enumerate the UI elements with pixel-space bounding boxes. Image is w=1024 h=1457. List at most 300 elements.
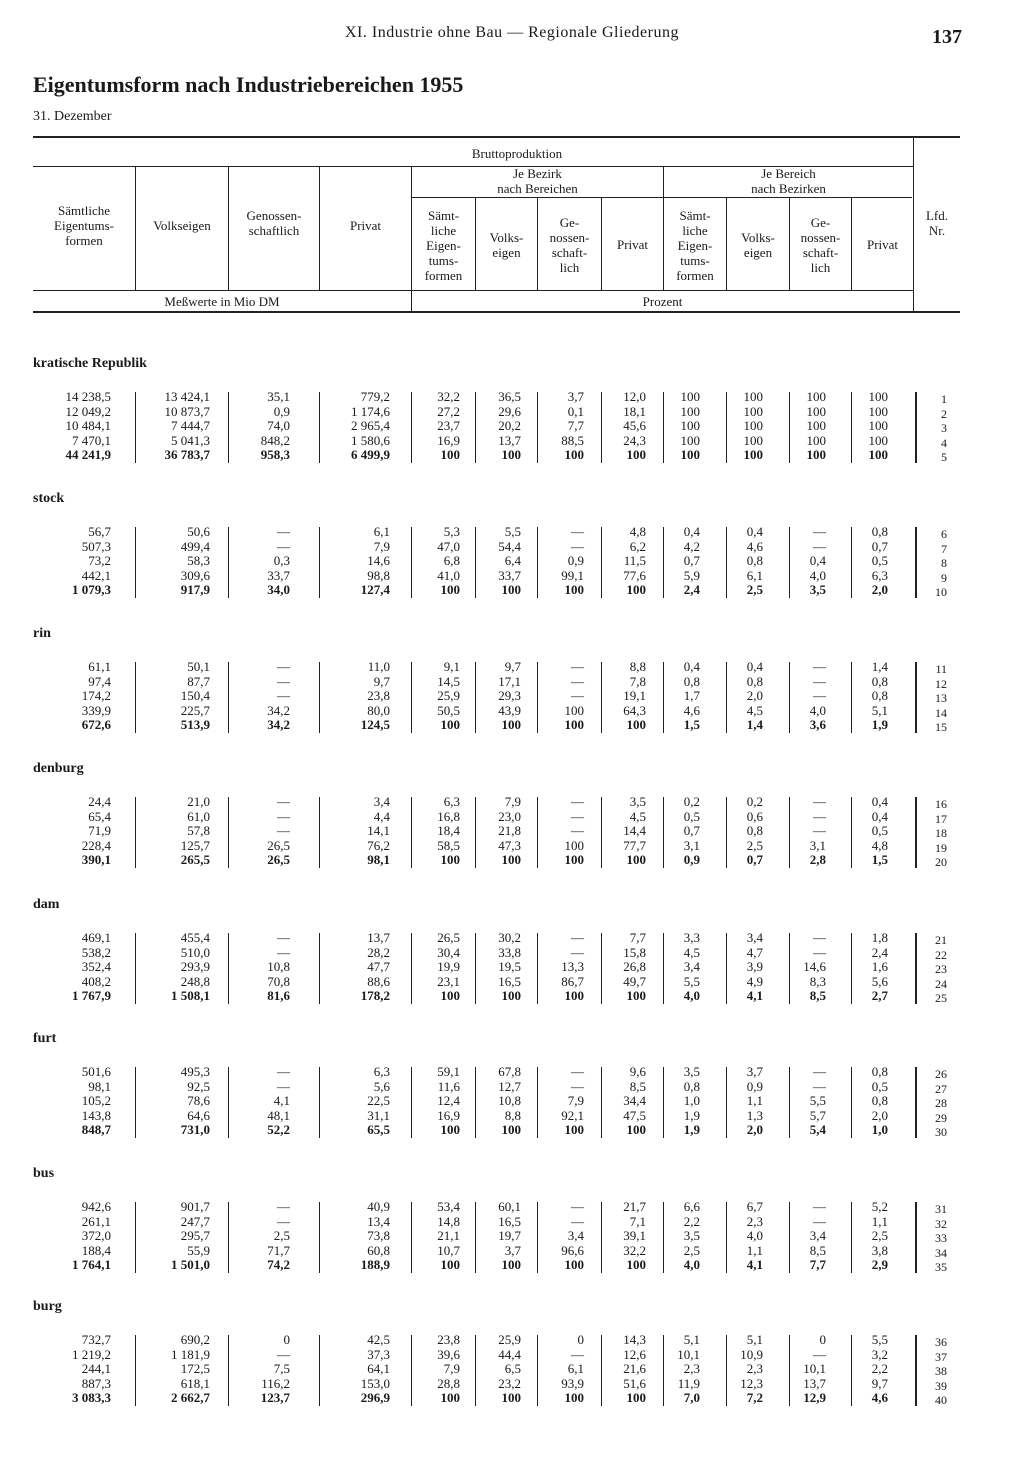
cell-privat: 80,0 bbox=[367, 702, 390, 718]
header-genossenschaftlich: Genossen- schaftlich bbox=[246, 208, 302, 238]
cell-lfd-nr: 37 bbox=[935, 1349, 947, 1364]
cell-genossenschaftlich: 74,0 bbox=[267, 418, 290, 434]
cell-b-saemtliche: 6,6 bbox=[683, 1199, 700, 1214]
cell-b-privat: 0,5 bbox=[871, 1078, 888, 1094]
cell-p-privat: 100 bbox=[626, 1257, 646, 1273]
cell-b-saemtliche: 0,8 bbox=[683, 1078, 700, 1094]
header-b-volkseigen: Volks- eigen bbox=[741, 230, 775, 260]
cell-p-privat: 7,1 bbox=[629, 1213, 646, 1229]
cell-p-privat: 100 bbox=[626, 988, 646, 1004]
cell-volkseigen: 92,5 bbox=[187, 1078, 210, 1094]
cell-p-privat: 100 bbox=[626, 717, 646, 733]
cell-saemtliche: 61,1 bbox=[88, 659, 111, 674]
cell-genossenschaftlich: — bbox=[277, 823, 290, 839]
header-p-privat: Privat bbox=[616, 237, 649, 252]
cell-b-genossenschaftlich: 13,7 bbox=[803, 1375, 826, 1391]
section-title: rin bbox=[33, 626, 51, 641]
cell-b-volkseigen: 7,2 bbox=[746, 1390, 763, 1406]
cell-volkseigen: 78,6 bbox=[187, 1093, 210, 1109]
running-head: XI. Industrie ohne Bau — Regionale Gliederung bbox=[345, 24, 679, 41]
cell-genossenschaftlich: 2,5 bbox=[273, 1228, 290, 1244]
cell-saemtliche: 339,9 bbox=[81, 702, 111, 718]
cell-saemtliche: 65,4 bbox=[88, 808, 111, 824]
header-unit-mio-dm: Meßwerte in Mio DM bbox=[164, 294, 280, 309]
cell-p-saemtliche: 53,4 bbox=[437, 1199, 460, 1214]
section-title: furt bbox=[33, 1031, 57, 1046]
cell-privat: 6,1 bbox=[373, 524, 390, 539]
cell-saemtliche: 942,6 bbox=[81, 1199, 111, 1214]
cell-b-privat: 100 bbox=[868, 447, 888, 463]
cell-b-genossenschaftlich: 7,7 bbox=[809, 1257, 826, 1273]
cell-volkseigen: 1 501,0 bbox=[171, 1257, 210, 1273]
cell-p-saemtliche: 25,9 bbox=[437, 688, 460, 704]
cell-p-genossenschaftlich: — bbox=[571, 794, 584, 809]
cell-b-privat: 2,5 bbox=[871, 1228, 888, 1244]
cell-lfd-nr: 38 bbox=[935, 1364, 947, 1379]
cell-lfd-nr: 16 bbox=[935, 797, 947, 811]
cell-p-volkseigen: 5,5 bbox=[504, 524, 521, 539]
cell-b-saemtliche: 100 bbox=[680, 389, 700, 404]
cell-lfd-nr: 26 bbox=[935, 1067, 947, 1081]
cell-p-privat: 15,8 bbox=[623, 944, 646, 960]
cell-p-privat: 77,7 bbox=[623, 837, 646, 853]
cell-volkseigen: 87,7 bbox=[187, 673, 210, 689]
cell-b-volkseigen: 1,4 bbox=[746, 717, 763, 733]
cell-saemtliche: 188,4 bbox=[81, 1242, 111, 1258]
cell-p-saemtliche: 100 bbox=[440, 582, 460, 598]
cell-volkseigen: 247,7 bbox=[180, 1213, 210, 1229]
cell-p-privat: 7,8 bbox=[629, 673, 646, 689]
cell-lfd-nr: 27 bbox=[935, 1081, 947, 1096]
cell-b-genossenschaftlich: 5,7 bbox=[809, 1107, 826, 1123]
cell-saemtliche: 105,2 bbox=[81, 1093, 111, 1109]
cell-lfd-nr: 15 bbox=[935, 720, 947, 735]
cell-lfd-nr: 5 bbox=[941, 450, 947, 465]
cell-p-privat: 100 bbox=[626, 582, 646, 598]
cell-lfd-nr: 20 bbox=[935, 855, 947, 870]
cell-b-volkseigen: 1,1 bbox=[746, 1242, 763, 1258]
cell-privat: 23,8 bbox=[367, 688, 390, 704]
cell-genossenschaftlich: 34,2 bbox=[267, 702, 290, 718]
cell-p-privat: 14,3 bbox=[623, 1332, 646, 1347]
cell-b-volkseigen: 12,3 bbox=[740, 1375, 763, 1391]
cell-p-genossenschaftlich: — bbox=[571, 823, 584, 839]
cell-genossenschaftlich: 74,2 bbox=[267, 1257, 290, 1273]
cell-volkseigen: 495,3 bbox=[180, 1064, 210, 1079]
cell-p-privat: 18,1 bbox=[623, 403, 646, 419]
cell-b-privat: 5,6 bbox=[871, 973, 888, 989]
cell-lfd-nr: 29 bbox=[935, 1110, 947, 1125]
cell-b-volkseigen: 0,7 bbox=[746, 852, 763, 868]
cell-b-genossenschaftlich: 5,5 bbox=[809, 1093, 826, 1109]
cell-b-volkseigen: 4,6 bbox=[746, 538, 763, 554]
cell-saemtliche: 24,4 bbox=[88, 794, 111, 809]
cell-b-genossenschaftlich: 2,8 bbox=[809, 852, 826, 868]
cell-p-genossenschaftlich: — bbox=[571, 659, 584, 674]
header-je-bereich: Je Bereich nach Bezirken bbox=[751, 166, 826, 196]
cell-b-volkseigen: 1,1 bbox=[746, 1093, 763, 1109]
cell-p-genossenschaftlich: 3,7 bbox=[567, 389, 584, 404]
cell-b-volkseigen: 4,1 bbox=[746, 1257, 763, 1273]
cell-lfd-nr: 25 bbox=[935, 991, 947, 1006]
cell-genossenschaftlich: 81,6 bbox=[267, 988, 290, 1004]
cell-b-privat: 1,5 bbox=[871, 852, 888, 868]
cell-p-saemtliche: 16,8 bbox=[437, 808, 460, 824]
cell-b-saemtliche: 2,5 bbox=[683, 1242, 700, 1258]
cell-volkseigen: 150,4 bbox=[180, 688, 210, 704]
cell-b-volkseigen: 4,0 bbox=[746, 1228, 763, 1244]
cell-volkseigen: 309,6 bbox=[180, 567, 210, 583]
cell-p-volkseigen: 7,9 bbox=[504, 794, 521, 809]
cell-lfd-nr: 21 bbox=[935, 933, 947, 947]
cell-b-genossenschaftlich: — bbox=[813, 1199, 826, 1214]
cell-saemtliche: 10 484,1 bbox=[65, 418, 111, 434]
cell-volkseigen: 618,1 bbox=[180, 1375, 210, 1391]
cell-b-volkseigen: 2,0 bbox=[746, 688, 763, 704]
cell-privat: 42,5 bbox=[367, 1332, 390, 1347]
cell-privat: 22,5 bbox=[367, 1093, 390, 1109]
cell-p-volkseigen: 23,2 bbox=[498, 1375, 521, 1391]
cell-b-privat: 0,4 bbox=[871, 794, 888, 809]
cell-p-privat: 21,6 bbox=[623, 1361, 646, 1377]
cell-genossenschaftlich: — bbox=[277, 808, 290, 824]
cell-b-genossenschaftlich: 8,5 bbox=[809, 988, 826, 1004]
cell-b-saemtliche: 0,5 bbox=[683, 808, 700, 824]
cell-p-volkseigen: 10,8 bbox=[498, 1093, 521, 1109]
cell-volkseigen: 7 444,7 bbox=[171, 418, 210, 434]
header-top-rule bbox=[33, 136, 960, 138]
cell-b-volkseigen: 100 bbox=[743, 389, 763, 404]
cell-p-genossenschaftlich: 100 bbox=[564, 852, 584, 868]
cell-p-genossenschaftlich: — bbox=[571, 538, 584, 554]
cell-p-saemtliche: 100 bbox=[440, 1390, 460, 1406]
cell-lfd-nr: 35 bbox=[935, 1260, 947, 1275]
cell-p-saemtliche: 16,9 bbox=[437, 1107, 460, 1123]
header-rule-3 bbox=[33, 290, 913, 291]
cell-genossenschaftlich: — bbox=[277, 688, 290, 704]
cell-p-genossenschaftlich: 100 bbox=[564, 717, 584, 733]
cell-genossenschaftlich: 116,2 bbox=[261, 1375, 290, 1391]
cell-p-volkseigen: 16,5 bbox=[498, 973, 521, 989]
cell-b-genossenschaftlich: — bbox=[813, 1078, 826, 1094]
cell-p-saemtliche: 10,7 bbox=[437, 1242, 460, 1258]
cell-b-saemtliche: 5,5 bbox=[683, 973, 700, 989]
cell-p-saemtliche: 16,9 bbox=[437, 432, 460, 448]
cell-genossenschaftlich: 48,1 bbox=[267, 1107, 290, 1123]
header-b-genossenschaftlich: Ge- nossen- schaft- lich bbox=[800, 215, 841, 275]
cell-p-genossenschaftlich: 100 bbox=[564, 1390, 584, 1406]
cell-volkseigen: 10 873,7 bbox=[164, 403, 210, 419]
cell-genossenschaftlich: 71,7 bbox=[267, 1242, 290, 1258]
cell-p-saemtliche: 100 bbox=[440, 447, 460, 463]
cell-lfd-nr: 1 bbox=[941, 392, 947, 406]
header-p-saemtliche: Sämt- liche Eigen- tums- formen bbox=[424, 208, 463, 283]
cell-privat: 11,0 bbox=[367, 659, 390, 674]
header-bruttoproduktion: Bruttoproduktion bbox=[471, 146, 563, 161]
cell-p-privat: 39,1 bbox=[623, 1228, 646, 1244]
cell-lfd-nr: 24 bbox=[935, 976, 947, 991]
cell-genossenschaftlich: — bbox=[277, 524, 290, 539]
cell-volkseigen: 225,7 bbox=[180, 702, 210, 718]
cell-lfd-nr: 18 bbox=[935, 826, 947, 841]
cell-b-genossenschaftlich: 100 bbox=[806, 418, 826, 434]
cell-p-genossenschaftlich: — bbox=[571, 1078, 584, 1094]
cell-b-volkseigen: 5,1 bbox=[746, 1332, 763, 1347]
cell-saemtliche: 14 238,5 bbox=[65, 389, 111, 404]
cell-b-privat: 4,6 bbox=[871, 1390, 888, 1406]
cell-b-genossenschaftlich: 3,1 bbox=[809, 837, 826, 853]
cell-privat: 6 499,9 bbox=[351, 447, 390, 463]
cell-b-saemtliche: 5,9 bbox=[683, 567, 700, 583]
cell-genossenschaftlich: 0,9 bbox=[273, 403, 290, 419]
cell-p-saemtliche: 14,5 bbox=[437, 673, 460, 689]
cell-b-privat: 2,0 bbox=[871, 1107, 888, 1123]
cell-b-privat: 1,8 bbox=[871, 930, 888, 945]
cell-p-volkseigen: 100 bbox=[501, 988, 521, 1004]
cell-genossenschaftlich: — bbox=[277, 1213, 290, 1229]
cell-p-privat: 24,3 bbox=[623, 432, 646, 448]
cell-b-genossenschaftlich: 5,4 bbox=[809, 1122, 826, 1138]
cell-p-genossenschaftlich: — bbox=[571, 808, 584, 824]
cell-genossenschaftlich: 34,2 bbox=[267, 717, 290, 733]
cell-b-volkseigen: 0,8 bbox=[746, 823, 763, 839]
cell-lfd-nr: 3 bbox=[941, 421, 947, 436]
cell-b-genossenschaftlich: 4,0 bbox=[809, 702, 826, 718]
cell-b-privat: 0,8 bbox=[871, 673, 888, 689]
cell-lfd-nr: 39 bbox=[935, 1378, 947, 1393]
cell-volkseigen: 55,9 bbox=[187, 1242, 210, 1258]
cell-genossenschaftlich: 26,5 bbox=[267, 852, 290, 868]
cell-b-saemtliche: 1,7 bbox=[683, 688, 700, 704]
cell-b-privat: 2,7 bbox=[871, 988, 888, 1004]
cell-saemtliche: 97,4 bbox=[88, 673, 111, 689]
cell-b-privat: 100 bbox=[868, 432, 888, 448]
cell-privat: 124,5 bbox=[360, 717, 390, 733]
cell-p-saemtliche: 30,4 bbox=[437, 944, 460, 960]
cell-privat: 76,2 bbox=[367, 837, 390, 853]
cell-p-volkseigen: 17,1 bbox=[498, 673, 521, 689]
cell-b-volkseigen: 3,7 bbox=[746, 1064, 763, 1079]
header-unit-prozent: Prozent bbox=[642, 294, 683, 309]
cell-saemtliche: 3 083,3 bbox=[72, 1390, 111, 1406]
cell-b-saemtliche: 3,1 bbox=[683, 837, 700, 853]
header-p-genossenschaftlich: Ge- nossen- schaft- lich bbox=[549, 215, 590, 275]
cell-privat: 6,3 bbox=[373, 1064, 390, 1079]
cell-saemtliche: 1 219,2 bbox=[72, 1346, 111, 1362]
cell-privat: 28,2 bbox=[367, 944, 390, 960]
cell-saemtliche: 98,1 bbox=[88, 1078, 111, 1094]
cell-b-volkseigen: 0,9 bbox=[746, 1078, 763, 1094]
cell-b-genossenschaftlich: 8,3 bbox=[809, 973, 826, 989]
cell-saemtliche: 887,3 bbox=[81, 1375, 111, 1391]
cell-b-volkseigen: 100 bbox=[743, 418, 763, 434]
cell-privat: 153,0 bbox=[360, 1375, 390, 1391]
cell-volkseigen: 293,9 bbox=[180, 959, 210, 975]
header-bottom-rule bbox=[33, 311, 960, 313]
cell-b-privat: 2,4 bbox=[871, 944, 888, 960]
section-title: stock bbox=[33, 491, 65, 506]
cell-saemtliche: 848,7 bbox=[81, 1122, 111, 1138]
cell-p-genossenschaftlich: — bbox=[571, 673, 584, 689]
cell-saemtliche: 12 049,2 bbox=[65, 403, 111, 419]
cell-p-genossenschaftlich: — bbox=[571, 1064, 584, 1079]
cell-b-volkseigen: 0,4 bbox=[746, 659, 763, 674]
cell-p-saemtliche: 47,0 bbox=[437, 538, 460, 554]
cell-b-genossenschaftlich: 10,1 bbox=[803, 1361, 826, 1377]
cell-volkseigen: 64,6 bbox=[187, 1107, 210, 1123]
cell-b-saemtliche: 3,3 bbox=[683, 930, 700, 945]
cell-volkseigen: 295,7 bbox=[180, 1228, 210, 1244]
cell-b-saemtliche: 1,9 bbox=[683, 1122, 700, 1138]
cell-b-saemtliche: 10,1 bbox=[677, 1346, 700, 1362]
cell-saemtliche: 732,7 bbox=[81, 1332, 111, 1347]
cell-p-volkseigen: 100 bbox=[501, 1122, 521, 1138]
cell-p-saemtliche: 12,4 bbox=[437, 1093, 460, 1109]
cell-p-genossenschaftlich: 86,7 bbox=[561, 973, 584, 989]
cell-genossenschaftlich: 7,5 bbox=[273, 1361, 290, 1377]
cell-privat: 1 174,6 bbox=[351, 403, 390, 419]
cell-genossenschaftlich: 33,7 bbox=[267, 567, 290, 583]
cell-b-volkseigen: 4,7 bbox=[746, 944, 763, 960]
cell-privat: 188,9 bbox=[360, 1257, 390, 1273]
cell-p-volkseigen: 100 bbox=[501, 852, 521, 868]
cell-lfd-nr: 19 bbox=[935, 840, 947, 855]
cell-p-saemtliche: 39,6 bbox=[437, 1346, 460, 1362]
cell-b-saemtliche: 3,5 bbox=[683, 1064, 700, 1079]
cell-b-privat: 100 bbox=[868, 418, 888, 434]
cell-p-saemtliche: 6,8 bbox=[443, 553, 460, 569]
cell-volkseigen: 21,0 bbox=[187, 794, 210, 809]
section-title: denburg bbox=[33, 761, 84, 776]
cell-privat: 14,1 bbox=[367, 823, 390, 839]
cell-privat: 13,7 bbox=[367, 930, 390, 945]
cell-saemtliche: 1 079,3 bbox=[72, 582, 111, 598]
cell-lfd-nr: 6 bbox=[941, 527, 947, 541]
cell-p-saemtliche: 21,1 bbox=[437, 1228, 460, 1244]
cell-lfd-nr: 28 bbox=[935, 1096, 947, 1111]
cell-b-volkseigen: 4,1 bbox=[746, 988, 763, 1004]
cell-saemtliche: 442,1 bbox=[81, 567, 111, 583]
cell-b-privat: 0,8 bbox=[871, 524, 888, 539]
cell-privat: 98,8 bbox=[367, 567, 390, 583]
cell-p-privat: 100 bbox=[626, 1122, 646, 1138]
cell-privat: 64,1 bbox=[367, 1361, 390, 1377]
cell-p-volkseigen: 19,7 bbox=[498, 1228, 521, 1244]
cell-p-genossenschaftlich: 88,5 bbox=[561, 432, 584, 448]
cell-genossenschaftlich: 10,8 bbox=[267, 959, 290, 975]
cell-b-volkseigen: 2,3 bbox=[746, 1213, 763, 1229]
cell-volkseigen: 513,9 bbox=[180, 717, 210, 733]
cell-saemtliche: 73,2 bbox=[88, 553, 111, 569]
cell-p-saemtliche: 41,0 bbox=[437, 567, 460, 583]
cell-p-saemtliche: 26,5 bbox=[437, 930, 460, 945]
cell-p-volkseigen: 100 bbox=[501, 1390, 521, 1406]
cell-volkseigen: 5 041,3 bbox=[171, 432, 210, 448]
cell-saemtliche: 228,4 bbox=[81, 837, 111, 853]
cell-b-genossenschaftlich: — bbox=[813, 1346, 826, 1362]
cell-volkseigen: 172,5 bbox=[180, 1361, 210, 1377]
cell-p-volkseigen: 29,6 bbox=[498, 403, 521, 419]
cell-privat: 37,3 bbox=[367, 1346, 390, 1362]
cell-p-genossenschaftlich: 100 bbox=[564, 702, 584, 718]
cell-p-volkseigen: 13,7 bbox=[498, 432, 521, 448]
cell-b-volkseigen: 3,9 bbox=[746, 959, 763, 975]
cell-b-volkseigen: 0,4 bbox=[746, 524, 763, 539]
cell-saemtliche: 7 470,1 bbox=[72, 432, 111, 448]
cell-genossenschaftlich: — bbox=[277, 659, 290, 674]
cell-p-genossenschaftlich: 99,1 bbox=[561, 567, 584, 583]
cell-lfd-nr: 22 bbox=[935, 947, 947, 962]
cell-p-volkseigen: 100 bbox=[501, 717, 521, 733]
cell-saemtliche: 469,1 bbox=[81, 930, 111, 945]
cell-b-privat: 4,8 bbox=[871, 837, 888, 853]
cell-b-genossenschaftlich: 12,9 bbox=[803, 1390, 826, 1406]
cell-p-privat: 100 bbox=[626, 447, 646, 463]
cell-p-volkseigen: 16,5 bbox=[498, 1213, 521, 1229]
cell-privat: 5,6 bbox=[373, 1078, 390, 1094]
cell-b-saemtliche: 2,4 bbox=[683, 582, 700, 598]
cell-p-volkseigen: 54,4 bbox=[498, 538, 521, 554]
cell-b-genossenschaftlich: 100 bbox=[806, 403, 826, 419]
cell-p-genossenschaftlich: 100 bbox=[564, 1122, 584, 1138]
cell-lfd-nr: 2 bbox=[941, 406, 947, 421]
cell-b-genossenschaftlich: 14,6 bbox=[803, 959, 826, 975]
cell-b-privat: 6,3 bbox=[871, 567, 888, 583]
cell-p-saemtliche: 100 bbox=[440, 988, 460, 1004]
cell-p-privat: 34,4 bbox=[623, 1093, 646, 1109]
cell-b-saemtliche: 100 bbox=[680, 447, 700, 463]
cell-p-volkseigen: 29,3 bbox=[498, 688, 521, 704]
cell-privat: 60,8 bbox=[367, 1242, 390, 1258]
cell-p-saemtliche: 18,4 bbox=[437, 823, 460, 839]
cell-b-saemtliche: 1,5 bbox=[683, 717, 700, 733]
cell-b-volkseigen: 0,2 bbox=[746, 794, 763, 809]
cell-p-genossenschaftlich: 0 bbox=[577, 1332, 584, 1347]
cell-p-privat: 21,7 bbox=[623, 1199, 646, 1214]
cell-b-genossenschaftlich: — bbox=[813, 794, 826, 809]
cell-b-volkseigen: 2,0 bbox=[746, 1122, 763, 1138]
cell-p-genossenschaftlich: 92,1 bbox=[561, 1107, 584, 1123]
cell-b-privat: 0,8 bbox=[871, 1093, 888, 1109]
cell-privat: 4,4 bbox=[373, 808, 390, 824]
cell-p-volkseigen: 33,7 bbox=[498, 567, 521, 583]
cell-privat: 31,1 bbox=[367, 1107, 390, 1123]
cell-p-saemtliche: 58,5 bbox=[437, 837, 460, 853]
cell-b-privat: 9,7 bbox=[871, 1375, 888, 1391]
cell-b-genossenschaftlich: — bbox=[813, 808, 826, 824]
cell-lfd-nr: 10 bbox=[935, 585, 947, 600]
cell-p-saemtliche: 9,1 bbox=[443, 659, 460, 674]
cell-volkseigen: 731,0 bbox=[180, 1122, 210, 1138]
cell-p-genossenschaftlich: 96,6 bbox=[561, 1242, 584, 1258]
cell-p-privat: 8,5 bbox=[629, 1078, 646, 1094]
cell-b-genossenschaftlich: 100 bbox=[806, 447, 826, 463]
cell-genossenschaftlich: 123,7 bbox=[260, 1390, 290, 1406]
cell-b-genossenschaftlich: — bbox=[813, 944, 826, 960]
cell-b-saemtliche: 0,4 bbox=[683, 659, 700, 674]
cell-saemtliche: 56,7 bbox=[88, 524, 111, 539]
cell-privat: 98,1 bbox=[367, 852, 390, 868]
cell-p-saemtliche: 50,5 bbox=[437, 702, 460, 718]
cell-p-privat: 12,0 bbox=[623, 389, 646, 404]
cell-p-saemtliche: 100 bbox=[440, 852, 460, 868]
cell-p-privat: 7,7 bbox=[629, 930, 646, 945]
cell-p-saemtliche: 100 bbox=[440, 1257, 460, 1273]
cell-b-saemtliche: 2,2 bbox=[683, 1213, 700, 1229]
cell-lfd-nr: 4 bbox=[941, 435, 947, 450]
cell-volkseigen: 13 424,1 bbox=[164, 389, 210, 404]
cell-saemtliche: 1 767,9 bbox=[72, 988, 111, 1004]
